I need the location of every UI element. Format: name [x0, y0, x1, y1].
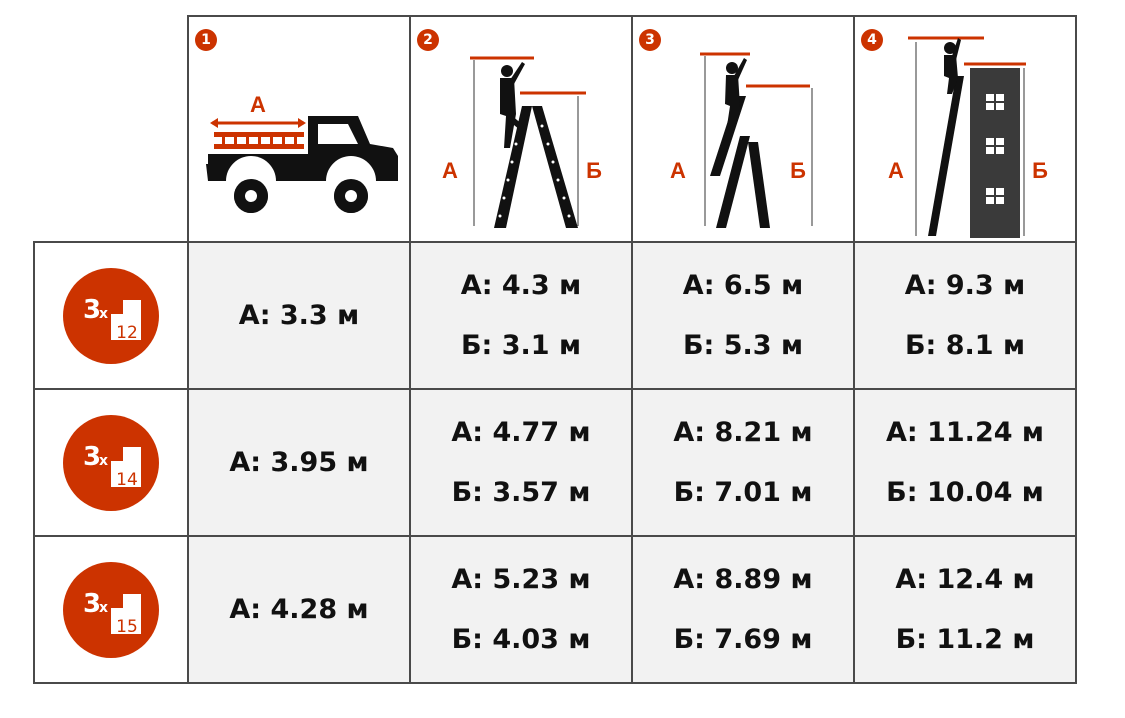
dimension-label-b: Б: [1032, 158, 1048, 183]
fire-truck-with-ladder-icon: [188, 16, 410, 242]
svg-text:x: x: [99, 305, 109, 322]
grid-line: [33, 682, 1077, 684]
length-b-value: Б: 3.1 м: [460, 330, 582, 361]
ladder-3x15-badge-icon: [61, 560, 161, 660]
data-cell: [188, 389, 410, 536]
data-cell: [188, 242, 410, 389]
dimension-label-b: Б: [586, 158, 602, 183]
length-a-value: А: 9.3 м: [904, 270, 1026, 301]
ladder-stepladder-extension-icon: [632, 16, 854, 242]
length-b-value: Б: 3.57 м: [451, 477, 591, 508]
header-cell-3: [632, 16, 854, 242]
dimension-label-a: А: [888, 158, 904, 183]
data-cell: [410, 389, 632, 536]
length-a-value: А: 11.24 м: [886, 417, 1044, 448]
svg-text:x: x: [99, 599, 109, 616]
length-b-value: Б: 10.04 м: [886, 477, 1044, 508]
length-b-value: Б: 7.69 м: [673, 624, 813, 655]
grid-line: [409, 15, 411, 684]
row-label-12-steps: [34, 242, 188, 389]
column-number-badge: 3: [639, 29, 661, 51]
grid-line: [33, 388, 1077, 390]
dimension-label-a: А: [442, 158, 458, 183]
ladder-3x14-badge-icon: [61, 413, 161, 513]
header-cell-2: [410, 16, 632, 242]
row-label-14-steps: [34, 389, 188, 536]
data-cell: [854, 242, 1076, 389]
svg-text:3: 3: [83, 588, 102, 619]
grid-line: [631, 15, 633, 684]
column-number-badge: 1: [195, 29, 217, 51]
column-number-badge: 2: [417, 29, 439, 51]
data-cell: [632, 536, 854, 683]
svg-text:x: x: [99, 452, 109, 469]
length-a-value: А: 6.5 м: [682, 270, 804, 301]
ladder-3x12-badge-icon: [61, 266, 161, 366]
svg-text:3: 3: [83, 441, 102, 472]
grid-line: [33, 241, 35, 684]
length-b-value: Б: 11.2 м: [895, 624, 1035, 655]
length-a-value: А: 3.3 м: [238, 300, 360, 331]
length-b-value: Б: 7.01 м: [673, 477, 813, 508]
grid-line: [33, 241, 1077, 243]
row-label-15-steps: [34, 536, 188, 683]
grid-line: [187, 15, 189, 684]
grid-line: [33, 535, 1077, 537]
header-cell-1: [188, 16, 410, 242]
svg-text:3: 3: [83, 294, 102, 325]
svg-text:15: 15: [116, 616, 138, 637]
ladder-against-building-icon: [854, 16, 1076, 242]
length-a-value: А: 4.28 м: [229, 594, 369, 625]
length-a-value: А: 8.21 м: [673, 417, 813, 448]
data-cell: [632, 389, 854, 536]
grid-line: [1075, 15, 1077, 684]
dimension-label-a: А: [670, 158, 686, 183]
header-cell-4: [854, 16, 1076, 242]
svg-text:14: 14: [116, 469, 138, 490]
data-cell: [632, 242, 854, 389]
svg-text:12: 12: [116, 322, 138, 343]
length-a-value: А: 5.23 м: [451, 564, 591, 595]
data-cell: [854, 536, 1076, 683]
data-cell: [410, 536, 632, 683]
data-cell: [854, 389, 1076, 536]
length-a-value: А: 3.95 м: [229, 447, 369, 478]
length-a-value: А: 4.77 м: [451, 417, 591, 448]
length-b-value: Б: 4.03 м: [451, 624, 591, 655]
data-cell: [188, 536, 410, 683]
dimension-label-b: Б: [790, 158, 806, 183]
data-cell: [410, 242, 632, 389]
length-a-value: А: 12.4 м: [895, 564, 1035, 595]
length-b-value: Б: 5.3 м: [682, 330, 804, 361]
dimension-label-a: А: [250, 92, 266, 117]
grid-line: [853, 15, 855, 684]
length-a-value: А: 8.89 м: [673, 564, 813, 595]
length-b-value: Б: 8.1 м: [904, 330, 1026, 361]
stepladder-mode-icon: [410, 16, 632, 242]
length-a-value: А: 4.3 м: [460, 270, 582, 301]
column-number-badge: 4: [861, 29, 883, 51]
